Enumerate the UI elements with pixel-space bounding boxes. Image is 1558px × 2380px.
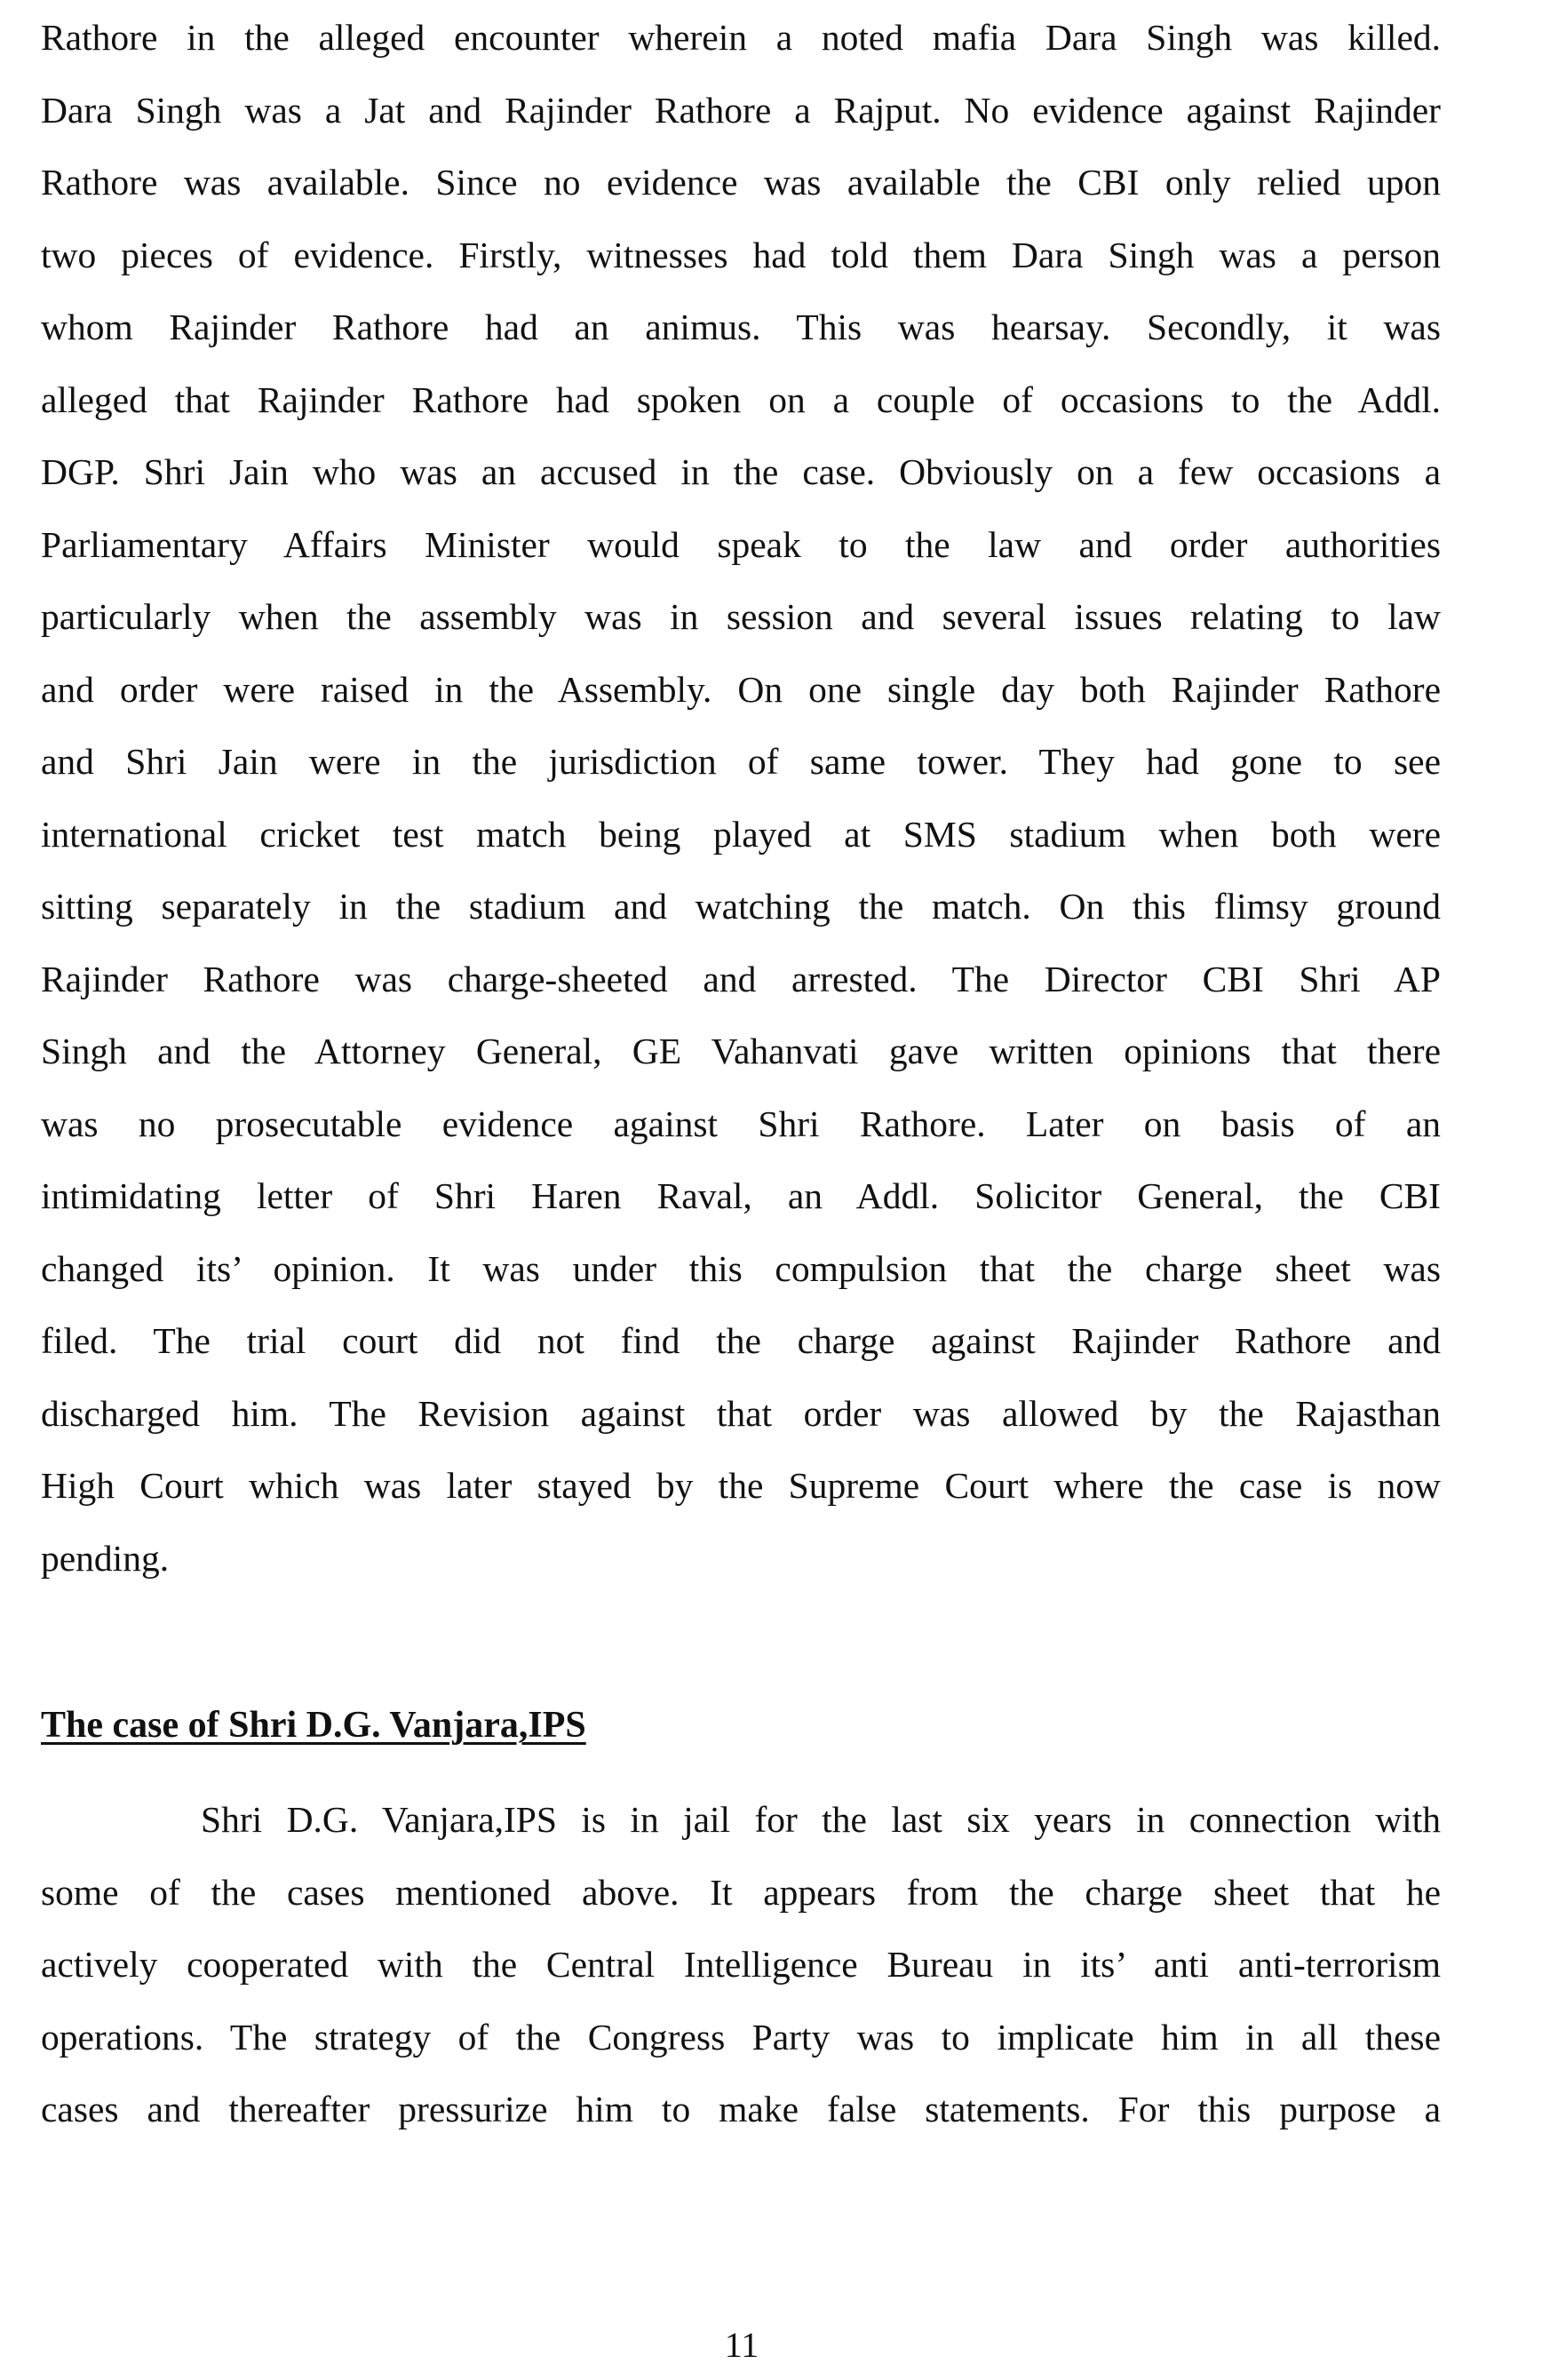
text-line: whom Rajinder Rathore had an animus. This was hearsay. Secondly, it was	[41, 306, 1441, 347]
text-line: changed its’ opinion. It was under this compulsion that the charge sheet was	[41, 1247, 1441, 1289]
text-line: High Court which was later stayed by the Supreme Court where the case is now	[41, 1465, 1441, 1506]
text-line: Shri D.G. Vanjara,IPS is in jail for the last six years in connection with	[201, 1799, 1441, 1840]
text-line: alleged that Rajinder Rathore had spoken on a couple of occasions to the Addl.	[41, 378, 1441, 420]
text-line: some of the cases mentioned above. It appears from the charge sheet that he	[41, 1871, 1441, 1913]
text-line: DGP. Shri Jain who was an accused in the case. Obviously on a few occasions a	[41, 451, 1441, 492]
text-line: international cricket test match being played at SMS stadium when both were	[41, 813, 1441, 855]
text-line: was no prosecutable evidence against Shri Rathore. Later on basis of an	[41, 1102, 1441, 1144]
text-line: actively cooperated with the Central Intelligence Bureau in its’ anti anti-terrorism	[41, 1944, 1441, 1985]
text-line: operations. The strategy of the Congress Party was to implicate him in all these	[41, 2016, 1441, 2058]
paragraph-vanjara-case	[41, 1784, 1441, 2146]
text-line: particularly when the assembly was in session and several issues relating to law	[41, 596, 1441, 637]
text-line: Dara Singh was a Jat and Rajinder Rathore a Rajput. No evidence against Rajinder	[41, 89, 1441, 131]
text-line: Rathore was available. Since no evidence was available the CBI only relied upon	[41, 162, 1441, 203]
text-line: cases and thereafter pressurize him to make false statements. For this purpose a	[41, 2089, 1441, 2129]
text-line: Parliamentary Affairs Minister would speak to the law and order authorities	[41, 523, 1441, 565]
text-line: two pieces of evidence. Firstly, witnesses had told them Dara Singh was a person	[41, 234, 1441, 275]
text-line: intimidating letter of Shri Haren Raval, an Addl. Solicitor General, the CBI	[41, 1175, 1441, 1216]
text-line: Singh and the Attorney General, GE Vahanvati gave written opinions that there	[41, 1031, 1441, 1071]
page-number: 11	[724, 2325, 759, 2365]
paragraph-rathore-case	[41, 2, 1441, 1595]
text-line: filed. The trial court did not find the charge against Rajinder Rathore and	[41, 1320, 1441, 1361]
text-line: Rathore in the alleged encounter wherein a noted mafia Dara Singh was killed.	[41, 17, 1441, 58]
section-heading: The case of Shri D.G. Vanjara,IPS	[41, 1705, 586, 1746]
text-line: sitting separately in the stadium and watching the match. On this flimsy ground	[41, 886, 1441, 927]
text-line: and Shri Jain were in the jurisdiction of same tower. They had gone to see	[41, 741, 1441, 782]
text-line: and order were raised in the Assembly. On one single day both Rajinder Rathore	[41, 668, 1441, 710]
text-line: pending.	[41, 1537, 170, 1579]
text-line: Rajinder Rathore was charge-sheeted and arrested. The Director CBI Shri AP	[41, 958, 1441, 999]
text-line: discharged him. The Revision against that order was allowed by the Rajasthan	[41, 1392, 1441, 1434]
